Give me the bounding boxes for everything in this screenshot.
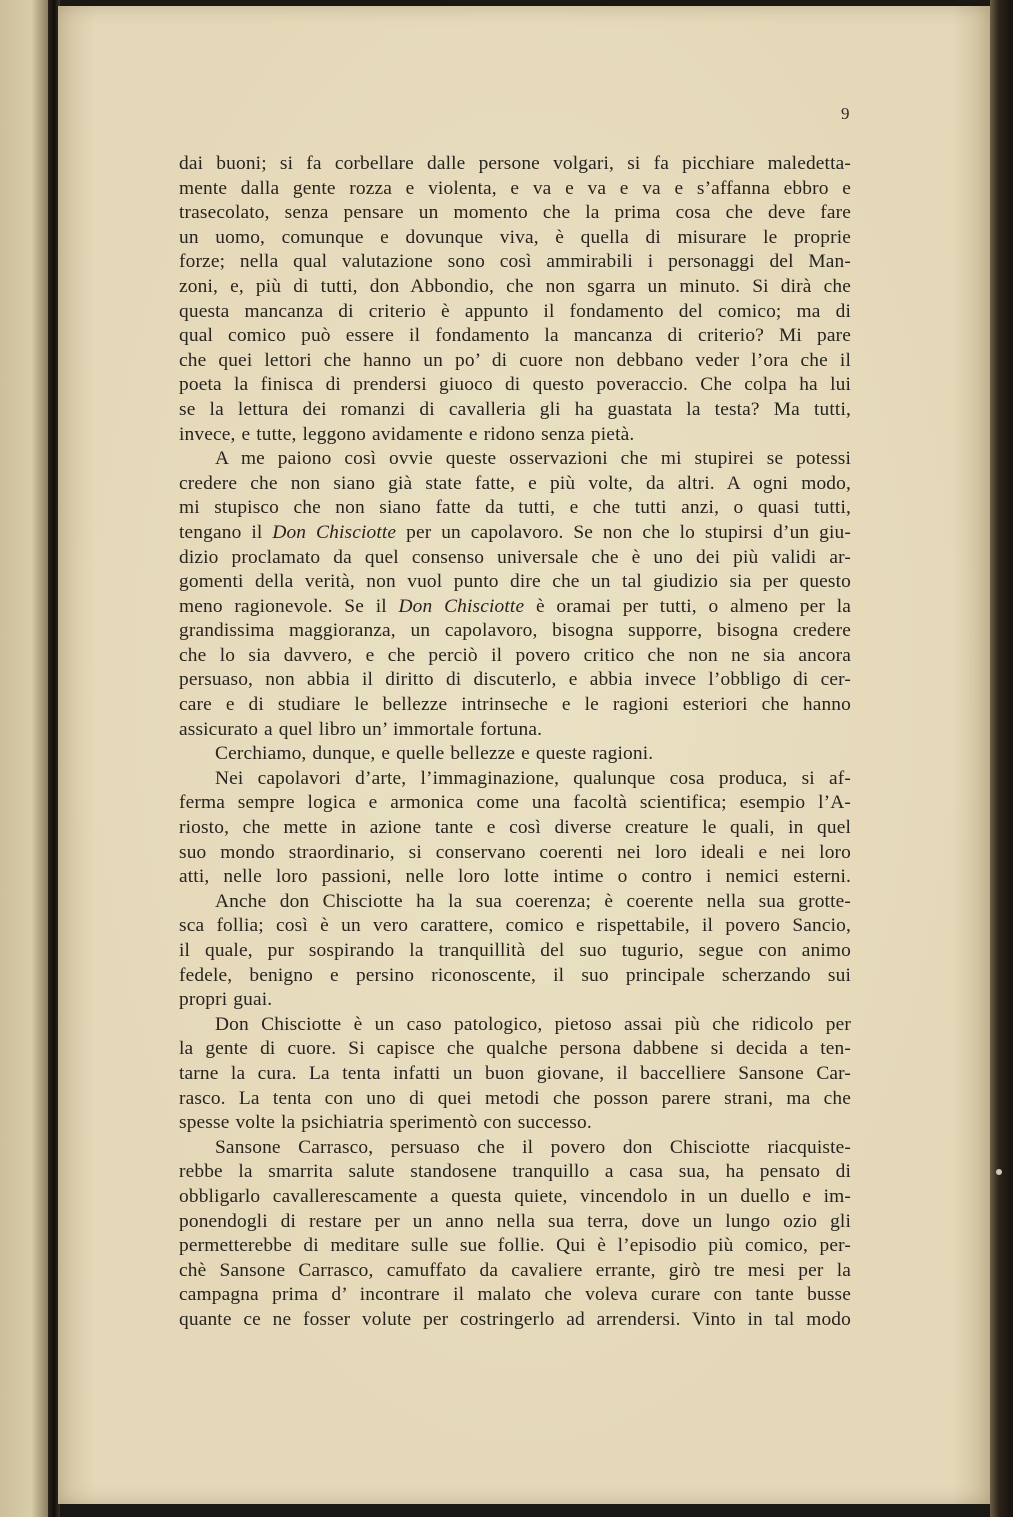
text-line: obbligarlo cavallerescamente a questa quiete, vincendolo in un duello e im- — [179, 1185, 851, 1207]
book-page — [58, 6, 990, 1504]
page-text — [179, 152, 851, 1333]
text-line: questa mancanza di criterio è appunto il fondamento del comico; ma di — [179, 300, 851, 322]
text-line: Nei capolavori d’arte, l’immaginazione, qualunque cosa produca, si af- — [215, 767, 851, 789]
text-line: poeta la finisca di prendersi giuoco di questo poveraccio. Che colpa ha lui — [179, 374, 851, 396]
text-line: rasco. La tenta con uno di quei metodi che posson parere strani, ma che — [179, 1087, 851, 1109]
text-line: atti, nelle loro passioni, nelle loro lotte intime o contro i nemici esterni. — [179, 866, 851, 888]
text-line: un uomo, comunque e dovunque viva, è quella di misurare le proprie — [179, 226, 851, 248]
text-line: dizio proclamato da quel consenso universale che è uno dei più validi ar- — [179, 546, 851, 568]
page-number: 9 — [841, 104, 850, 123]
text-line: permetterebbe di meditare sulle sue follie. Qui è l’episodio più comico, per- — [179, 1235, 851, 1257]
text-run: per un capolavoro. Se non che lo stupirsi d’un giu- — [396, 521, 851, 543]
text-line: persuaso, non abbia il diritto di discuterlo, e abbia invece l’obbligo di cer- — [179, 669, 851, 691]
text-line: invece, e tutte, leggono avidamente e ridono senza pietà. — [179, 423, 635, 445]
text-line: assicurato a quel libro un’ immortale fortuna. — [179, 718, 543, 740]
text-line: fedele, benigno e persino riconoscente, il suo principale scherzando sui — [179, 964, 851, 986]
text-line: mi stupisco che non siano fatte da tutti, e che tutti anzi, o quasi tutti, — [179, 497, 851, 519]
text-line: A me paiono così ovvie queste osservazioni che mi stupirei se potessi — [215, 448, 851, 470]
text-line: spesse volte la psichiatria sperimentò con successo. — [179, 1112, 592, 1134]
text-line: campagna prima d’ incontrare il malato che voleva curare con tante busse — [179, 1284, 851, 1306]
edge-mark — [996, 1169, 1002, 1175]
text-line — [179, 521, 851, 546]
book-title-italic: Don Chisciotte — [398, 595, 525, 617]
text-line: quante ce ne fosser volute per costringerlo ad arrendersi. Vinto in tal modo — [179, 1308, 851, 1330]
text-line — [179, 595, 851, 620]
text-run: meno ragionevole. Se il — [179, 595, 399, 617]
text-line: che quei lettori che hanno un po’ di cuore non debbano veder l’ora che il — [179, 349, 851, 371]
text-line: trasecolato, senza pensare un momento che la prima cosa che deve fare — [179, 202, 851, 224]
previous-page-edge — [0, 0, 52, 1517]
text-run: tengano il — [179, 521, 273, 543]
text-line: credere che non siano già state fatte, e più volte, da altri. A ogni modo, — [179, 472, 851, 494]
page-right-edge — [990, 0, 1013, 1517]
text-line: la gente di cuore. Si capisce che qualche persona dabbene si decida a ten- — [179, 1038, 851, 1060]
text-line: se la lettura dei romanzi di cavalleria gli ha guastata la testa? Ma tutti, — [179, 398, 851, 420]
text-line: il quale, pur sospirando la tranquillità del suo tugurio, segue con animo — [179, 940, 851, 961]
book-title-italic: Don Chisciotte — [272, 521, 397, 543]
text-line: sca follia; così è un vero carattere, comico e rispettabile, il povero Sancio, — [179, 915, 851, 937]
text-line: gomenti della verità, non vuol punto dire che un tal giudizio sia per questo — [179, 571, 851, 593]
text-run: è oramai per tutti, o almeno per la — [524, 595, 851, 617]
text-line: propri guai. — [179, 989, 273, 1011]
text-line: Don Chisciotte è un caso patologico, pietoso assai più che ridicolo per — [215, 1013, 851, 1035]
text-line: care e di studiare le bellezze intrinseche e le ragioni esteriori che hanno — [179, 694, 851, 716]
text-line: Cerchiamo, dunque, e quelle bellezze e queste ragioni. — [215, 743, 654, 765]
text-line: ferma sempre logica e armonica come una facoltà scientifica; esempio l’A- — [179, 792, 851, 814]
text-line: dai buoni; si fa corbellare dalle persone volgari, si fa picchiare maledetta- — [179, 153, 851, 174]
text-line: che lo sia davvero, e che perciò il povero critico che non ne sia ancora — [179, 644, 851, 666]
text-line: rebbe la smarrita salute standosene tranquillo a casa sua, ha pensato di — [179, 1161, 851, 1183]
text-line: Anche don Chisciotte ha la sua coerenza; è coerente nella sua grotte- — [215, 890, 851, 912]
text-line: suo mondo straordinario, si conservano coerenti nei loro ideali e nei loro — [179, 841, 851, 863]
text-line: Sansone Carrasco, persuaso che il povero don Chisciotte riacquiste- — [215, 1136, 851, 1158]
text-line: riosto, che mette in azione tante e così diverse creature le quali, in quel — [179, 817, 851, 839]
text-line: zoni, e, più di tutti, don Abbondio, che non sgarra un minuto. Si dirà che — [179, 275, 851, 297]
text-line: mente dalla gente rozza e violenta, e va e va e va e s’affanna ebbro e — [179, 177, 851, 199]
text-line: tarne la cura. La tenta infatti un buon giovane, il baccelliere Sansone Car- — [179, 1062, 851, 1084]
text-line: qual comico può essere il fondamento la mancanza di criterio? Mi pare — [179, 325, 851, 347]
text-line: chè Sansone Carrasco, camuffato da cavaliere errante, girò tre mesi per la — [179, 1259, 851, 1281]
text-line: ponendogli di restare per un anno nella sua terra, dove un lungo ozio gli — [179, 1210, 851, 1232]
text-line: forze; nella qual valutazione sono così ammirabili i personaggi del Man- — [179, 251, 851, 273]
text-line: grandissima maggioranza, un capolavoro, bisogna supporre, bisogna credere — [179, 620, 851, 642]
